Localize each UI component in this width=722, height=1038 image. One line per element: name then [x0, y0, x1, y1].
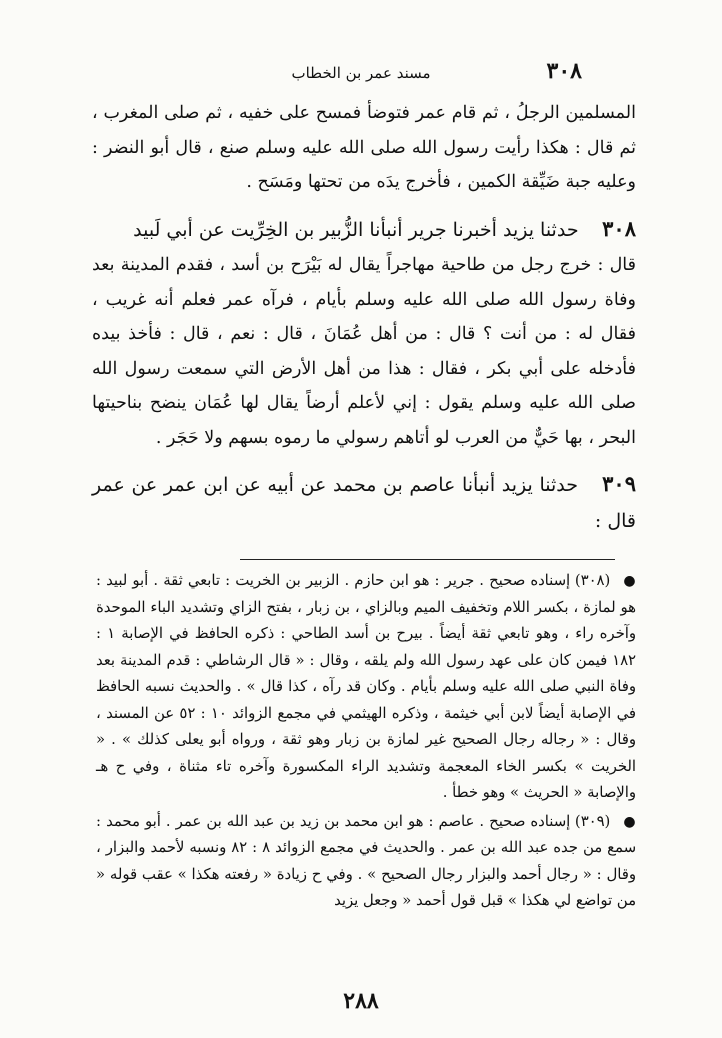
hadith-308	[92, 212, 636, 249]
hadith-isnad: حدثنا يزيد أخبرنا جرير أنبأنا الزُّبير بن الخِرِّيت عن أبي لَبيد	[133, 218, 579, 241]
bullet-icon: ●	[623, 573, 636, 589]
page-header	[60, 58, 662, 90]
main-text	[92, 96, 636, 539]
continuation-paragraph: المسلمين الرجلُ ، ثم قام عمر فتوضأ فمسح على خفيه ، ثم صلى المغرب ، ثم قال : هكذا رأيت رسول الله صلى الله عليه وسلم صنع ، قال أبو النضر : وعليه جبة ضَيِّقة الكمين ، فأخرج يدَه من تحتها ومَسَح .	[92, 103, 636, 192]
running-title: مسند عمر بن الخطاب	[291, 64, 431, 82]
hadith-number: ٣٠٩	[602, 471, 636, 496]
bottom-page-number: ٢٨٨	[343, 988, 379, 1014]
footnote-309	[96, 809, 636, 915]
hadith-308-text: قال : خرج رجل من طاحية مهاجراً يقال له بَيْرَح بن أسد ، فقدم المدينة بعد وفاة رسول الله صلى الله عليه وسلم بأيام ، فرآه عمر فعلم أنه غريب ، فقال له : من أنت ؟ قال : من أهل عُمَانَ ، قال : نعم ، قال : فأخذ بيده فأدخله على أبي بكر ، فقال : هذا من أهل الأرض التي سمعت رسول الله صلى الله عليه وسلم يقول : إني لأعلم أرضاً يقال لها عُمَان ينضح بناحيتها البحر ، بها حَيٌّ من العرب لو أتاهم رسولي ما رموه بسهم ولا حَجَر .	[92, 255, 636, 448]
top-page-number: ٣٠٨	[546, 58, 582, 84]
hadith-number: ٣٠٨	[602, 215, 636, 241]
hadith-isnad: حدثنا يزيد أنبأنا عاصم بن محمد عن أبيه عن ابن عمر عن عمر قال :	[92, 474, 636, 532]
footnote-308	[96, 568, 636, 807]
hadith-309	[92, 467, 636, 539]
footnote-text: (٣٠٨) إسناده صحيح . جرير : هو ابن حازم . الزبير بن الخريت : تابعي ثقة . أبو لبيد : هو لمازة ، بكسر اللام وتخفيف الميم وبالزاي ، بن زبار ، بفتح الزاي وتشديد الباء الموحدة وآخره راء ، وهو تابعي ثقة أيضاً . بيرح بن أسد الطاحي : ذكره الحافظ في الإصابة ١ : ١٨٢ فيمن كان على عهد رسول الله ولم يلقه ، وقال : « قال الرشاطي : قدم المدينة بعد وفاة النبي صلى الله عليه وسلم بأيام . وكان قد رآه ، كذا قال » . والحديث نسبه الحافظ في الإصابة أيضاً لابن أبي خيثمة ، وذكره الهيثمي في مجمع الزوائد ١٠ : ٥٢ عن المسند ، وقال : « رجاله رجال الصحيح غير لمازة بن زبار وهو ثقة ، ورواه أبو يعلى كذلك » . « الخريت » بكسر الخاء المعجمة وتشديد الراء المكسورة وآخره تاء مثناة ، وفي ح هـ والإصابة « الحريث » وهو خطأ .	[96, 572, 636, 801]
footnote-text: (٣٠٩) إسناده صحيح . عاصم : هو ابن محمد بن زيد بن عبد الله بن عمر . أبو محمد : سمع من جده عبد الله بن عمر . والحديث في مجمع الزوائد ٨ : ٨٢ ونسبه لأحمد والبزار ، وقال : « رجال أحمد والبزار رجال الصحيح » . وفي ح زيادة « رفعته هكذا » عقب قوله « من تواضع لي هكذا » قبل قول أحمد « وجعل يزيد	[96, 812, 636, 909]
bullet-icon: ●	[623, 813, 637, 830]
footnotes	[96, 568, 636, 915]
footnote-divider	[240, 559, 615, 560]
